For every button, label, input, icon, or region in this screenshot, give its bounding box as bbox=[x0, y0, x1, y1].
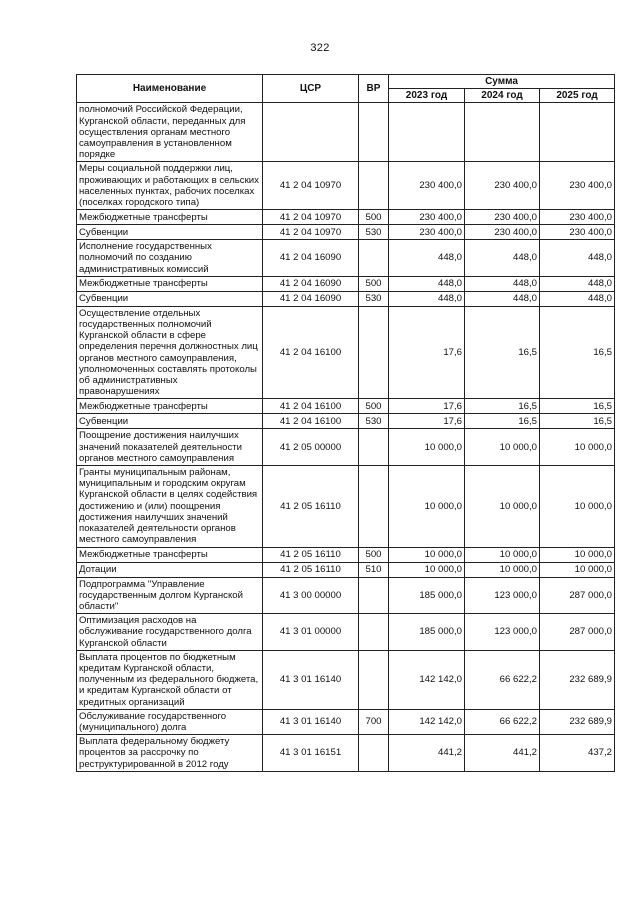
cell-2023: 142 142,0 bbox=[389, 650, 465, 709]
cell-2025: 230 400,0 bbox=[540, 225, 615, 240]
cell-2023: 10 000,0 bbox=[389, 466, 465, 547]
cell-csr: 41 3 01 16140 bbox=[263, 709, 359, 734]
cell-2025: 448,0 bbox=[540, 276, 615, 291]
cell-name: Исполнение государственных полномочий по созданию административных комиссий bbox=[77, 240, 263, 277]
cell-csr: 41 2 05 16110 bbox=[263, 547, 359, 562]
cell-2024: 10 000,0 bbox=[465, 562, 540, 577]
cell-2024: 230 400,0 bbox=[465, 210, 540, 225]
table-row bbox=[77, 466, 615, 547]
cell-2024: 448,0 bbox=[465, 276, 540, 291]
cell-2025: 10 000,0 bbox=[540, 429, 615, 466]
table-row bbox=[77, 225, 615, 240]
cell-vr bbox=[359, 614, 389, 651]
cell-2024: 66 622,2 bbox=[465, 709, 540, 734]
cell-2025: 16,5 bbox=[540, 414, 615, 429]
header-2025: 2025 год bbox=[540, 89, 615, 103]
table-row bbox=[77, 210, 615, 225]
cell-vr bbox=[359, 650, 389, 709]
cell-2025: 437,2 bbox=[540, 735, 615, 772]
cell-name: Межбюджетные трансферты bbox=[77, 547, 263, 562]
cell-name: Выплата федеральному бюджету процентов за рассрочку по реструктурированной в 2012 году bbox=[77, 735, 263, 772]
cell-2023: 17,6 bbox=[389, 399, 465, 414]
cell-name: Выплата процентов по бюджетным кредитам Курганской области, полученным из федерального бюджета, и кредитам Курганской области от кредитных организаций bbox=[77, 650, 263, 709]
table-row bbox=[77, 306, 615, 399]
cell-vr: 530 bbox=[359, 225, 389, 240]
table-row bbox=[77, 399, 615, 414]
cell-2023: 230 400,0 bbox=[389, 210, 465, 225]
cell-2025: 287 000,0 bbox=[540, 577, 615, 614]
cell-2023: 142 142,0 bbox=[389, 709, 465, 734]
cell-2024: 123 000,0 bbox=[465, 614, 540, 651]
header-2024: 2024 год bbox=[465, 89, 540, 103]
cell-2025: 230 400,0 bbox=[540, 210, 615, 225]
cell-name: Субвенции bbox=[77, 225, 263, 240]
cell-2025: 10 000,0 bbox=[540, 466, 615, 547]
cell-2023: 17,6 bbox=[389, 414, 465, 429]
cell-name: Межбюджетные трансферты bbox=[77, 210, 263, 225]
cell-name: Субвенции bbox=[77, 291, 263, 306]
cell-2024: 16,5 bbox=[465, 306, 540, 399]
cell-2023: 185 000,0 bbox=[389, 577, 465, 614]
cell-name: Субвенции bbox=[77, 414, 263, 429]
cell-vr: 700 bbox=[359, 709, 389, 734]
cell-vr bbox=[359, 103, 389, 162]
cell-vr bbox=[359, 240, 389, 277]
cell-2025: 232 689,9 bbox=[540, 650, 615, 709]
cell-2025: 10 000,0 bbox=[540, 547, 615, 562]
table-row bbox=[77, 709, 615, 734]
header-2023: 2023 год bbox=[389, 89, 465, 103]
header-sum: Сумма bbox=[389, 75, 615, 89]
cell-csr bbox=[263, 103, 359, 162]
table-row bbox=[77, 577, 615, 614]
cell-2023: 10 000,0 bbox=[389, 429, 465, 466]
table-row bbox=[77, 162, 615, 210]
cell-vr bbox=[359, 735, 389, 772]
table-row bbox=[77, 562, 615, 577]
cell-2025: 448,0 bbox=[540, 291, 615, 306]
cell-2023 bbox=[389, 103, 465, 162]
header-csr: ЦСР bbox=[263, 75, 359, 103]
cell-2023: 10 000,0 bbox=[389, 562, 465, 577]
cell-csr: 41 2 04 16100 bbox=[263, 414, 359, 429]
cell-2024: 123 000,0 bbox=[465, 577, 540, 614]
cell-2024: 16,5 bbox=[465, 414, 540, 429]
cell-csr: 41 2 04 16090 bbox=[263, 291, 359, 306]
cell-2023: 185 000,0 bbox=[389, 614, 465, 651]
cell-name: Межбюджетные трансферты bbox=[77, 399, 263, 414]
cell-csr: 41 2 05 00000 bbox=[263, 429, 359, 466]
header-vr: ВР bbox=[359, 75, 389, 103]
cell-csr: 41 2 04 16090 bbox=[263, 276, 359, 291]
cell-name: Подпрограмма "Управление государственным долгом Курганской области" bbox=[77, 577, 263, 614]
cell-vr bbox=[359, 162, 389, 210]
cell-2024: 16,5 bbox=[465, 399, 540, 414]
cell-2023: 448,0 bbox=[389, 240, 465, 277]
table-row bbox=[77, 240, 615, 277]
table-row bbox=[77, 429, 615, 466]
cell-vr bbox=[359, 306, 389, 399]
cell-2024: 10 000,0 bbox=[465, 429, 540, 466]
cell-vr: 530 bbox=[359, 291, 389, 306]
cell-vr: 500 bbox=[359, 210, 389, 225]
cell-csr: 41 3 01 16151 bbox=[263, 735, 359, 772]
cell-2025: 230 400,0 bbox=[540, 162, 615, 210]
cell-vr: 510 bbox=[359, 562, 389, 577]
cell-name: Обслуживание государственного (муниципального) долга bbox=[77, 709, 263, 734]
cell-2023: 448,0 bbox=[389, 291, 465, 306]
cell-2025: 287 000,0 bbox=[540, 614, 615, 651]
cell-name: Оптимизация расходов на обслуживание государственного долга Курганской области bbox=[77, 614, 263, 651]
cell-2023: 17,6 bbox=[389, 306, 465, 399]
cell-name: Меры социальной поддержки лиц, проживающих и работающих в сельских населенных пунктах, рабочих поселках (поселках городского типа) bbox=[77, 162, 263, 210]
cell-csr: 41 2 04 16090 bbox=[263, 240, 359, 277]
cell-csr: 41 2 05 16110 bbox=[263, 466, 359, 547]
budget-table bbox=[76, 74, 615, 772]
cell-2024: 10 000,0 bbox=[465, 466, 540, 547]
cell-vr: 500 bbox=[359, 399, 389, 414]
table-row bbox=[77, 547, 615, 562]
cell-2025: 10 000,0 bbox=[540, 562, 615, 577]
cell-csr: 41 2 04 10970 bbox=[263, 162, 359, 210]
cell-name: Межбюджетные трансферты bbox=[77, 276, 263, 291]
cell-2024: 230 400,0 bbox=[465, 225, 540, 240]
cell-2024: 448,0 bbox=[465, 240, 540, 277]
cell-csr: 41 2 04 10970 bbox=[263, 225, 359, 240]
cell-2024: 230 400,0 bbox=[465, 162, 540, 210]
cell-2023: 230 400,0 bbox=[389, 225, 465, 240]
cell-csr: 41 3 01 00000 bbox=[263, 614, 359, 651]
cell-csr: 41 3 00 00000 bbox=[263, 577, 359, 614]
table-row bbox=[77, 291, 615, 306]
cell-2023: 230 400,0 bbox=[389, 162, 465, 210]
table-row bbox=[77, 103, 615, 162]
table-row bbox=[77, 735, 615, 772]
cell-csr: 41 2 04 10970 bbox=[263, 210, 359, 225]
cell-csr: 41 2 04 16100 bbox=[263, 399, 359, 414]
cell-2024 bbox=[465, 103, 540, 162]
cell-name: Дотации bbox=[77, 562, 263, 577]
cell-vr bbox=[359, 577, 389, 614]
cell-name: Поощрение достижения наилучших значений показателей деятельности органов местного самоуправления bbox=[77, 429, 263, 466]
cell-2025: 16,5 bbox=[540, 306, 615, 399]
cell-2024: 10 000,0 bbox=[465, 547, 540, 562]
cell-vr bbox=[359, 466, 389, 547]
cell-name: Гранты муниципальным районам, муниципальным и городским округам Курганской области в целях содействия достижению и (или) поощрения достижения наилучших значений показателей деятельности органов местного самоуправления bbox=[77, 466, 263, 547]
cell-vr: 500 bbox=[359, 276, 389, 291]
cell-vr bbox=[359, 429, 389, 466]
cell-csr: 41 2 05 16110 bbox=[263, 562, 359, 577]
cell-2025: 232 689,9 bbox=[540, 709, 615, 734]
cell-2023: 441,2 bbox=[389, 735, 465, 772]
page-number: 322 bbox=[310, 42, 330, 54]
cell-csr: 41 2 04 16100 bbox=[263, 306, 359, 399]
cell-2025: 448,0 bbox=[540, 240, 615, 277]
table-body bbox=[77, 103, 615, 771]
cell-2024: 66 622,2 bbox=[465, 650, 540, 709]
cell-2023: 448,0 bbox=[389, 276, 465, 291]
table-row bbox=[77, 276, 615, 291]
header-name: Наименование bbox=[77, 75, 263, 103]
cell-2024: 441,2 bbox=[465, 735, 540, 772]
cell-2024: 448,0 bbox=[465, 291, 540, 306]
cell-name: полномочий Российской Федерации, Курганской области, переданных для осуществления органам местного самоуправления в установленном порядке bbox=[77, 103, 263, 162]
cell-2025: 16,5 bbox=[540, 399, 615, 414]
table-row bbox=[77, 614, 615, 651]
cell-csr: 41 3 01 16140 bbox=[263, 650, 359, 709]
cell-name: Осуществление отдельных государственных полномочий Курганской области в сфере определения перечня должностных лиц органов местного самоуправления, уполномоченных составлять протоколы об административных правонарушениях bbox=[77, 306, 263, 399]
cell-2025 bbox=[540, 103, 615, 162]
cell-2023: 10 000,0 bbox=[389, 547, 465, 562]
cell-vr: 530 bbox=[359, 414, 389, 429]
cell-vr: 500 bbox=[359, 547, 389, 562]
table-row bbox=[77, 650, 615, 709]
table-row bbox=[77, 414, 615, 429]
